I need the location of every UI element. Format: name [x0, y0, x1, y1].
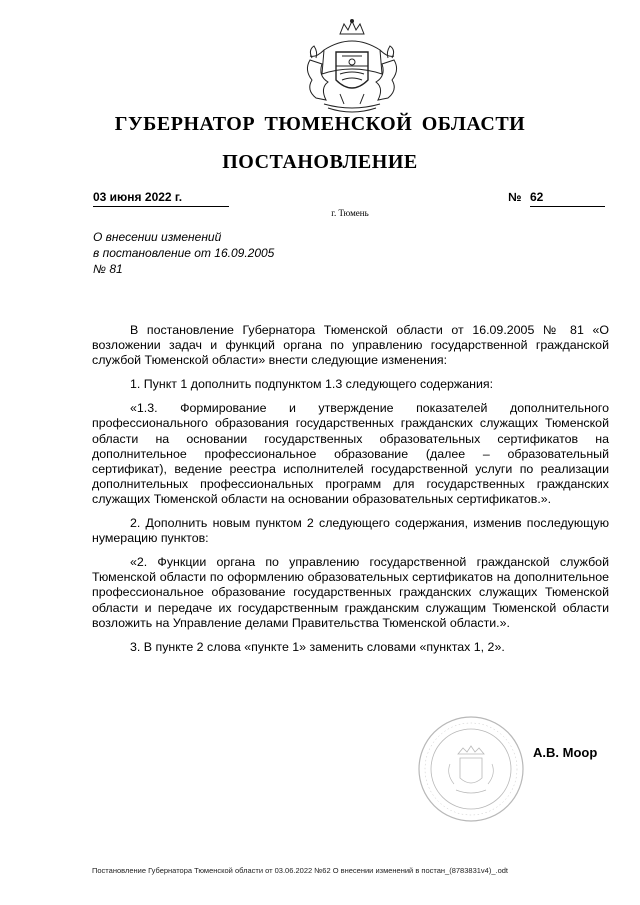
body-paragraph: 1. Пункт 1 дополнить подпунктом 1.3 следующего содержания:	[130, 377, 494, 392]
body-paragraph: «1.3. Формирование и утверждение показателей дополнительного профессионального образования государственных гражданских служащих Тюменской области на основании государственных образовательных сертификатов на дополнительное профессиональное образование (далее – образовательный сертификат), ведение реестра исполнителей государственной услуги по реализации дополнительных профессиональных программ для государственных гражданских служащих Тюменской области на основании образовательных сертификатов.».	[92, 401, 609, 506]
document-type-heading: ПОСТАНОВЛЕНИЕ	[222, 151, 418, 173]
issuing-authority-title: ГУБЕРНАТОР ТЮМЕНСКОЙ ОБЛАСТИ	[114, 113, 526, 135]
document-number	[530, 190, 605, 207]
body-paragraph: В постановление Губернатора Тюменской области от 16.09.2005 № 81 «О возложении задач и функций органа по управлению государственной гражданской службой Тюменской области» внести следующие изменения:	[92, 323, 609, 368]
document-city: г. Тюмень	[331, 208, 369, 218]
body-paragraph: 3. В пункте 2 слова «пункте 1» заменить словами «пунктах 1, 2».	[130, 639, 505, 654]
document-subject	[93, 229, 353, 277]
document-date: 03 июня 2022 г.	[93, 190, 229, 207]
file-footer: Постановление Губернатора Тюменской области от 03.06.2022 №62 О внесении изменений в постан_(8783831v4)_.odt	[92, 866, 509, 875]
coat-of-arms-icon	[296, 18, 408, 118]
official-seal-icon	[416, 714, 526, 824]
signatory-name: А.В. Моор	[533, 745, 598, 760]
body-paragraph: «2. Функции органа по управлению государственной гражданской службой Тюменской области по оформлению образовательных сертификатов на дополнительное профессиональное образование государственных гражданских служащих Тюменской области и передаче их государственным гражданским служащим Тюменской области возложить на Управление делами Правительства Тюменской области.».	[92, 555, 609, 630]
subject-line: О внесении изменений	[93, 230, 222, 244]
body-paragraph: 2. Дополнить новым пунктом 2 следующего содержания, изменив последующую нумерацию пунктов:	[92, 516, 609, 546]
document-body	[92, 323, 609, 664]
document-number-value: 62	[530, 190, 544, 204]
subject-line: № 81	[93, 262, 123, 276]
document-number-label: №	[508, 190, 522, 204]
subject-line: в постановление от 16.09.2005	[93, 246, 275, 260]
